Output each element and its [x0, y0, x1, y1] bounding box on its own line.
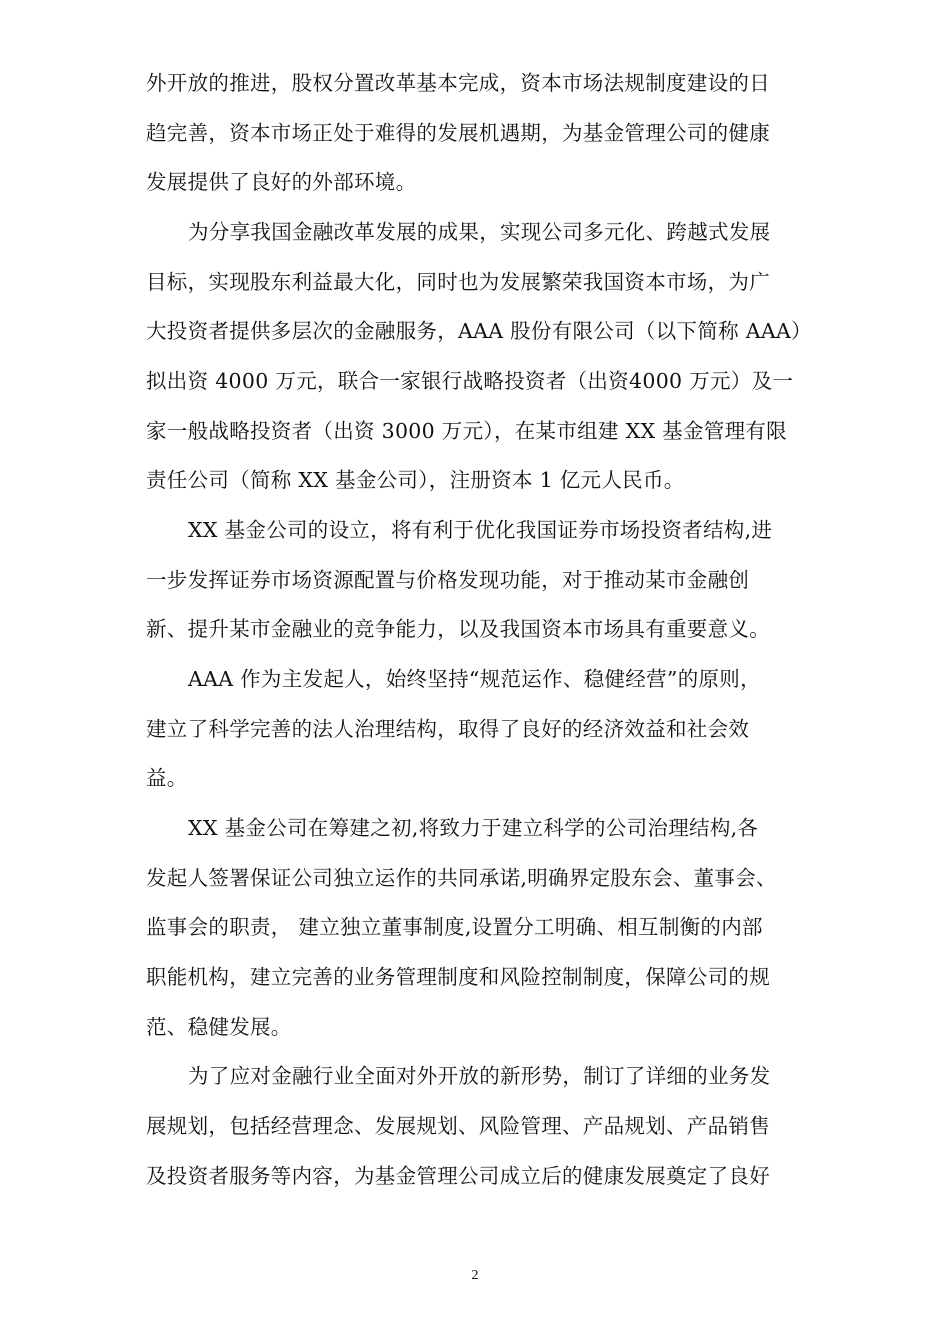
text-line: 益。	[146, 766, 188, 790]
text-line: 目标，实现股东利益最大化，同时也为发展繁荣我国资本市场，为广	[146, 270, 770, 294]
text-line: 发起人签署保证公司独立运作的共同承诺,明确界定股东会、董事会、	[146, 866, 777, 890]
page-number: 2	[471, 1268, 479, 1283]
text-line: 责任公司（简称 XX 基金公司），注册资本 1 亿元人民币。	[146, 468, 685, 492]
text-line: 拟出资 4000 万元，联合一家银行战略投资者（出资4000 万元）及一	[146, 369, 794, 393]
text-line: XX 基金公司在筹建之初,将致力于建立科学的公司治理结构,各	[188, 816, 759, 840]
text-line: 监事会的职责， 建立独立董事制度,设置分工明确、相互制衡的内部	[146, 915, 763, 939]
text-line: XX 基金公司的设立，将有利于优化我国证券市场投资者结构,进	[188, 518, 773, 542]
text-line: 一步发挥证券市场资源配置与价格发现功能，对于推动某市金融创	[146, 568, 750, 592]
text-line: 范、稳健发展。	[146, 1015, 292, 1039]
text-line: 大投资者提供多层次的金融服务，AAA 股份有限公司（以下简称 AAA）	[146, 319, 812, 343]
text-line: 及投资者服务等内容，为基金管理公司成立后的健康发展奠定了良好	[146, 1164, 770, 1188]
text-line: 为分享我国金融改革发展的成果，实现公司多元化、跨越式发展	[188, 220, 771, 244]
text-line: 家一般战略投资者（出资 3000 万元），在某市组建 XX 基金管理有限	[146, 419, 787, 443]
text-line: 职能机构，建立完善的业务管理制度和风险控制制度，保障公司的规	[146, 965, 770, 989]
text-line: 展规划，包括经营理念、发展规划、风险管理、产品规划、产品销售	[146, 1114, 770, 1138]
text-line: 建立了科学完善的法人治理结构，取得了良好的经济效益和社会效	[146, 717, 750, 741]
text-line: AAA 作为主发起人，始终坚持“规范运作、稳健经营”的原则，	[188, 667, 761, 691]
text-line: 外开放的推进，股权分置改革基本完成，资本市场法规制度建设的日	[146, 71, 770, 95]
text-line: 新、提升某市金融业的竞争能力，以及我国资本市场具有重要意义。	[146, 617, 770, 641]
text-line: 趋完善，资本市场正处于难得的发展机遇期，为基金管理公司的健康	[146, 121, 770, 145]
text-line: 发展提供了良好的外部环境。	[146, 170, 417, 194]
text-line: 为了应对金融行业全面对外开放的新形势，制订了详细的业务发	[188, 1064, 771, 1088]
